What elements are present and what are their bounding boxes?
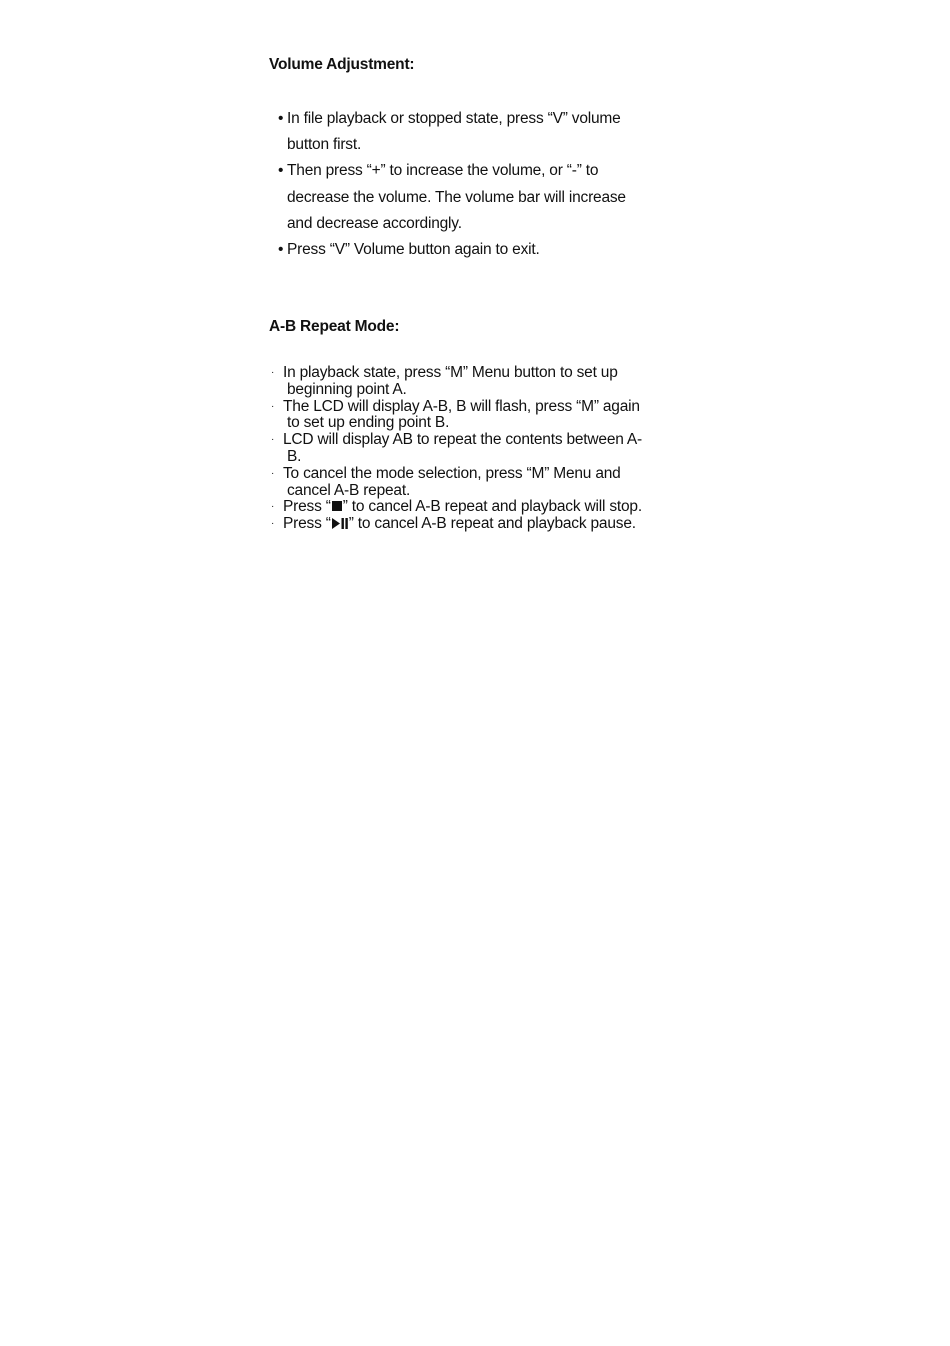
list-item (269, 237, 649, 263)
list-item (269, 466, 649, 500)
list-item-text: LCD will display AB to repeat the contents between A-B. (283, 431, 643, 465)
volume-instructions-list (269, 106, 649, 263)
list-item-text: Press “V” Volume button again to exit. (287, 241, 540, 259)
ab-repeat-instructions-list (269, 365, 649, 533)
bullet: · (271, 434, 275, 446)
volume-adjustment-heading: Volume Adjustment: (269, 56, 415, 73)
list-item-text-after: ” to cancel A-B repeat and playback pause. (348, 515, 636, 533)
play-pause-icon (331, 518, 349, 529)
list-item (269, 399, 649, 433)
bullet: · (271, 467, 275, 479)
list-item-text: The LCD will display A-B, B will flash, press “M” again to set up ending point B. (283, 397, 640, 432)
bullet: • (278, 241, 284, 259)
stop-icon (332, 501, 342, 511)
list-item (269, 432, 649, 466)
bullet: • (278, 110, 284, 127)
list-item-text-after: ” to cancel A-B repeat and playback will stop. (342, 498, 642, 516)
bullet: · (271, 400, 275, 412)
list-item-text: To cancel the mode selection, press “M” Menu and cancel A-B repeat. (283, 464, 621, 499)
list-item (269, 365, 649, 399)
list-item-text-before: Press “ (283, 498, 331, 516)
list-item-text-before: Press “ (283, 515, 331, 533)
list-item-text: Then press “+” to increase the volume, or “-” to decrease the volume. The volume bar will increase and decrease accordingly. (287, 162, 626, 232)
ab-repeat-mode-heading: A-B Repeat Mode: (269, 318, 400, 335)
list-item-text: In playback state, press “M” Menu button to set up beginning point A. (283, 364, 618, 398)
list-item-text: In file playback or stopped state, press “V” volume button first. (287, 110, 621, 154)
bullet: · (271, 518, 275, 530)
bullet: · (271, 367, 275, 378)
list-item (269, 106, 649, 158)
bullet: · (271, 501, 275, 513)
list-item (269, 516, 649, 533)
list-item (269, 158, 649, 237)
list-item (269, 499, 649, 516)
bullet: • (278, 162, 284, 180)
